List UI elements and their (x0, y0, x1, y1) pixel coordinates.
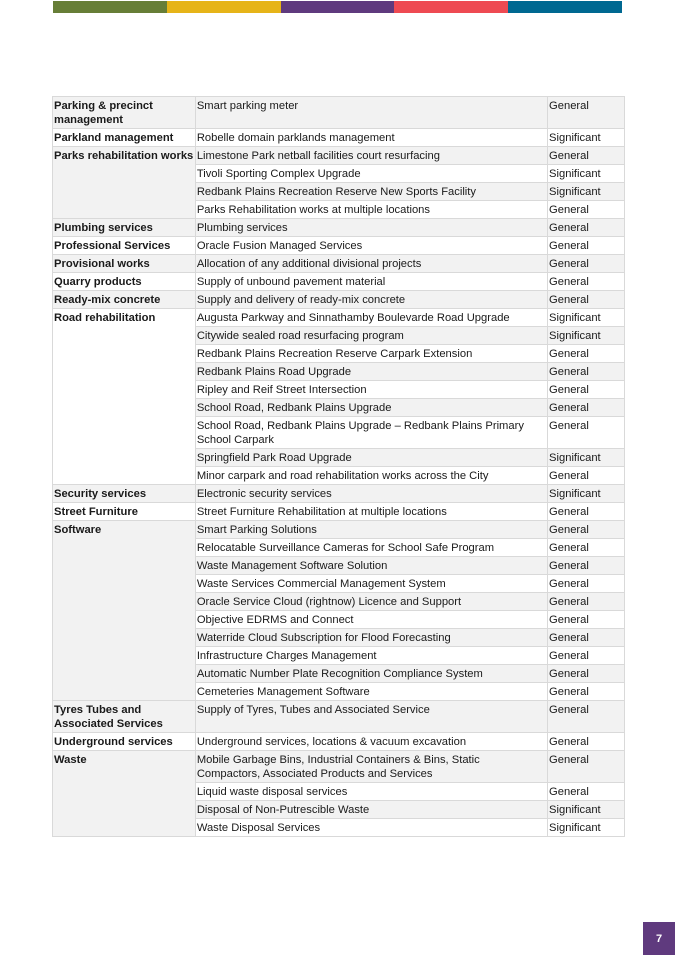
description-cell: School Road, Redbank Plains Upgrade – Redbank Plains Primary School Carpark (195, 417, 547, 449)
description-cell: Plumbing services (195, 219, 547, 237)
description-cell: Mobile Garbage Bins, Industrial Containers & Bins, Static Compactors, Associated Products and Services (195, 751, 547, 783)
description-cell: Springfield Park Road Upgrade (195, 449, 547, 467)
description-cell: Relocatable Surveillance Cameras for School Safe Program (195, 539, 547, 557)
category-cell: Parking & precinct management (53, 97, 196, 129)
description-cell: Smart Parking Solutions (195, 521, 547, 539)
table-row (53, 521, 625, 539)
description-cell: Supply of unbound pavement material (195, 273, 547, 291)
description-cell: School Road, Redbank Plains Upgrade (195, 399, 547, 417)
rating-cell: General (548, 363, 625, 381)
header-color-bar (53, 1, 622, 13)
rating-cell: Significant (548, 129, 625, 147)
category-cell: Plumbing services (53, 219, 196, 237)
rating-cell: Significant (548, 327, 625, 345)
category-cell: Professional Services (53, 237, 196, 255)
table-row (53, 273, 625, 291)
rating-cell: General (548, 783, 625, 801)
rating-cell: General (548, 665, 625, 683)
description-cell: Smart parking meter (195, 97, 547, 129)
header-color-segment (53, 1, 167, 13)
table-row (53, 147, 625, 165)
category-cell: Street Furniture (53, 503, 196, 521)
category-cell: Parkland management (53, 129, 196, 147)
description-cell: Street Furniture Rehabilitation at multiple locations (195, 503, 547, 521)
header-color-segment (508, 1, 622, 13)
category-cell: Underground services (53, 733, 196, 751)
table-row (53, 503, 625, 521)
header-color-segment (394, 1, 508, 13)
rating-cell: Significant (548, 819, 625, 837)
description-cell: Infrastructure Charges Management (195, 647, 547, 665)
table-row (53, 751, 625, 783)
table-row (53, 237, 625, 255)
description-cell: Electronic security services (195, 485, 547, 503)
category-cell: Software (53, 521, 196, 701)
description-cell: Redbank Plains Recreation Reserve Carpark Extension (195, 345, 547, 363)
rating-cell: General (548, 575, 625, 593)
table-row (53, 97, 625, 129)
rating-cell: General (548, 611, 625, 629)
rating-cell: General (548, 467, 625, 485)
description-cell: Waste Disposal Services (195, 819, 547, 837)
category-cell: Security services (53, 485, 196, 503)
description-cell: Robelle domain parklands management (195, 129, 547, 147)
description-cell: Allocation of any additional divisional projects (195, 255, 547, 273)
rating-cell: General (548, 399, 625, 417)
description-cell: Underground services, locations & vacuum excavation (195, 733, 547, 751)
category-cell: Parks rehabilitation works (53, 147, 196, 219)
description-cell: Disposal of Non-Putrescible Waste (195, 801, 547, 819)
rating-cell: General (548, 255, 625, 273)
rating-cell: General (548, 593, 625, 611)
rating-cell: General (548, 521, 625, 539)
rating-cell: Significant (548, 485, 625, 503)
rating-cell: General (548, 647, 625, 665)
description-cell: Citywide sealed road resurfacing program (195, 327, 547, 345)
page-number-badge (643, 922, 675, 955)
description-cell: Limestone Park netball facilities court resurfacing (195, 147, 547, 165)
table-row (53, 255, 625, 273)
header-color-segment (281, 1, 395, 13)
rating-cell: General (548, 751, 625, 783)
description-cell: Tivoli Sporting Complex Upgrade (195, 165, 547, 183)
description-cell: Augusta Parkway and Sinnathamby Boulevarde Road Upgrade (195, 309, 547, 327)
table-row (53, 129, 625, 147)
description-cell: Cemeteries Management Software (195, 683, 547, 701)
rating-cell: Significant (548, 449, 625, 467)
rating-cell: General (548, 557, 625, 575)
rating-cell: General (548, 219, 625, 237)
rating-cell: General (548, 345, 625, 363)
description-cell: Automatic Number Plate Recognition Compliance System (195, 665, 547, 683)
rating-cell: General (548, 503, 625, 521)
rating-cell: General (548, 381, 625, 399)
header-color-segment (167, 1, 281, 13)
rating-cell: General (548, 291, 625, 309)
table-row (53, 291, 625, 309)
rating-cell: General (548, 629, 625, 647)
description-cell: Supply of Tyres, Tubes and Associated Service (195, 701, 547, 733)
category-cell: Provisional works (53, 255, 196, 273)
rating-cell: Significant (548, 801, 625, 819)
table-row (53, 701, 625, 733)
category-cell: Road rehabilitation (53, 309, 196, 485)
rating-cell: Significant (548, 183, 625, 201)
category-cell: Tyres Tubes and Associated Services (53, 701, 196, 733)
page-number: 7 (655, 932, 663, 945)
table-row (53, 733, 625, 751)
rating-cell: General (548, 97, 625, 129)
rating-cell: General (548, 683, 625, 701)
description-cell: Waterride Cloud Subscription for Flood Forecasting (195, 629, 547, 647)
rating-cell: General (548, 201, 625, 219)
rating-cell: Significant (548, 309, 625, 327)
category-cell: Ready-mix concrete (53, 291, 196, 309)
description-cell: Oracle Service Cloud (rightnow) Licence and Support (195, 593, 547, 611)
rating-cell: General (548, 237, 625, 255)
description-cell: Liquid waste disposal services (195, 783, 547, 801)
description-cell: Objective EDRMS and Connect (195, 611, 547, 629)
rating-cell: General (548, 147, 625, 165)
description-cell: Minor carpark and road rehabilitation works across the City (195, 467, 547, 485)
description-cell: Supply and delivery of ready-mix concrete (195, 291, 547, 309)
description-cell: Redbank Plains Road Upgrade (195, 363, 547, 381)
description-cell: Waste Management Software Solution (195, 557, 547, 575)
category-cell: Waste (53, 751, 196, 837)
table-row (53, 485, 625, 503)
table-row (53, 219, 625, 237)
contracts-table (52, 96, 625, 837)
rating-cell: General (548, 701, 625, 733)
description-cell: Ripley and Reif Street Intersection (195, 381, 547, 399)
rating-cell: General (548, 417, 625, 449)
description-cell: Parks Rehabilitation works at multiple locations (195, 201, 547, 219)
description-cell: Redbank Plains Recreation Reserve New Sports Facility (195, 183, 547, 201)
rating-cell: General (548, 733, 625, 751)
rating-cell: General (548, 539, 625, 557)
rating-cell: Significant (548, 165, 625, 183)
table-row (53, 309, 625, 327)
rating-cell: General (548, 273, 625, 291)
description-cell: Waste Services Commercial Management System (195, 575, 547, 593)
description-cell: Oracle Fusion Managed Services (195, 237, 547, 255)
category-cell: Quarry products (53, 273, 196, 291)
